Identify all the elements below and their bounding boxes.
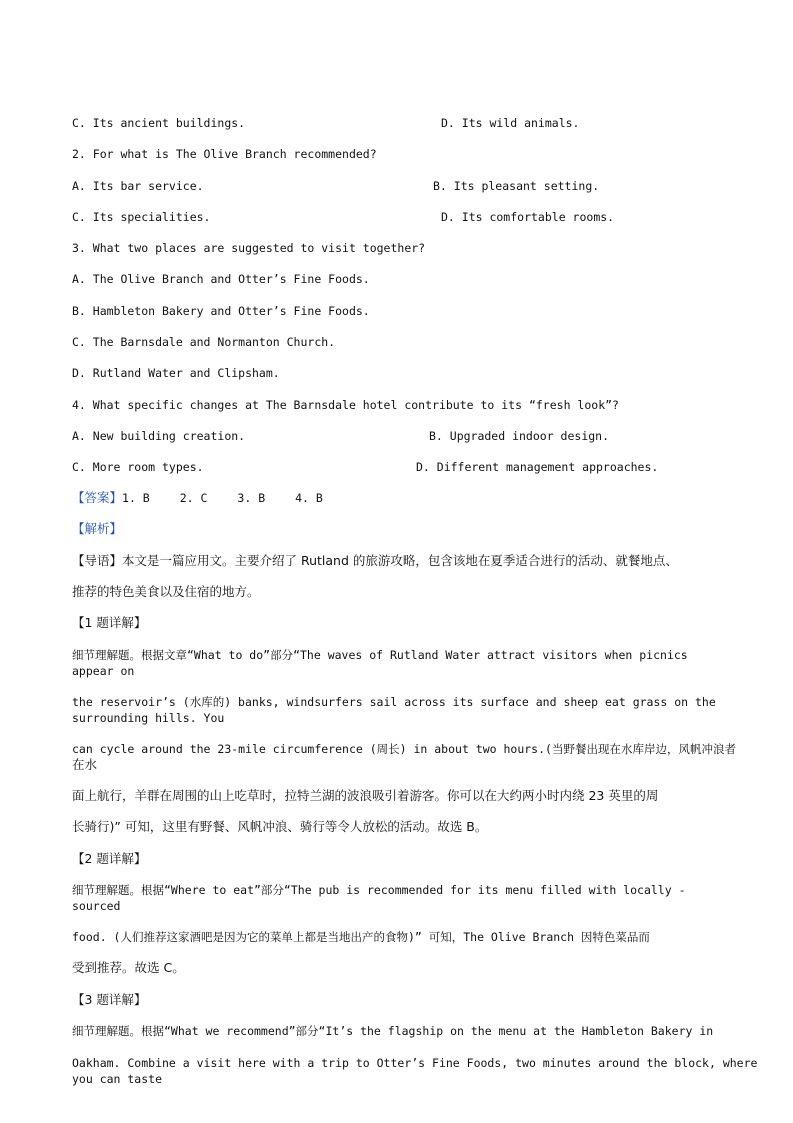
q3-stem: 3. What two places are suggested to visit together? — [72, 241, 426, 255]
q2-option-d: D. Its comfortable rooms. — [441, 210, 615, 224]
section-2-text: 细节理解题。根据“Where to eat”部分“The pub is recommended for its menu filled with locally - — [72, 883, 686, 897]
section-2-label: 【2 题详解】 — [72, 851, 147, 866]
q1-option-c: C. Its ancient buildings. — [72, 116, 246, 130]
answer-item: 2. C — [179, 491, 208, 505]
q2-stem: 2. For what is The Olive Branch recommended? — [72, 147, 377, 161]
section-1-text: can cycle around the 23-mile circumference (周长) in about two hours.(当野餐出现在水库岸边，风帆冲浪者 — [72, 742, 736, 756]
section-1-text: 长骑行)” 可知，这里有野餐、风帆冲浪、骑行等令人放松的活动。故选 B。 — [72, 819, 488, 834]
q2-option-b: B. Its pleasant setting. — [433, 179, 600, 193]
section-1-text: 在水 — [72, 757, 98, 772]
answer-item: 3. B — [237, 491, 266, 505]
answer-item: 1. B — [122, 491, 150, 505]
q4-option-d: D. Different management approaches. — [416, 460, 659, 474]
section-2-text: sourced — [72, 899, 121, 913]
q2-option-a: A. Its bar service. — [72, 179, 204, 193]
section-3-text: 细节理解题。根据“What we recommend”部分“It’s the flagship on the menu at the Hambleton Bakery in — [72, 1024, 714, 1038]
section-2-text: 受到推荐。故选 C。 — [72, 960, 185, 975]
q4-option-c: C. More room types. — [72, 460, 204, 474]
section-1-label: 【1 题详解】 — [72, 615, 147, 630]
intro-line: 推荐的特色美食以及住宿的地方。 — [72, 584, 260, 599]
answer-label: 【答案】 — [72, 490, 123, 505]
analysis-label: 【解析】 — [72, 521, 123, 536]
q3-option-b: B. Hambleton Bakery and Otter’s Fine Foods. — [72, 304, 370, 318]
q2-option-c: C. Its specialities. — [72, 210, 211, 224]
section-3-label: 【3 题详解】 — [72, 992, 147, 1007]
q3-option-c: C. The Barnsdale and Normanton Church. — [72, 335, 336, 349]
q4-option-b: B. Upgraded indoor design. — [429, 429, 610, 443]
q1-option-d: D. Its wild animals. — [441, 116, 580, 130]
q4-stem: 4. What specific changes at The Barnsdale hotel contribute to its “fresh look”? — [72, 398, 619, 412]
answer-item: 4. B — [295, 491, 323, 505]
section-1-text: the reservoir’s (水库的) banks, windsurfers sail across its surface and sheep eat grass on the — [72, 695, 716, 709]
section-1-text: appear on — [72, 664, 135, 678]
answer-line — [72, 490, 773, 506]
section-1-text: surrounding hills. You — [72, 711, 225, 725]
q4-option-a: A. New building creation. — [72, 429, 246, 443]
section-1-text: 面上航行，羊群在周围的山上吃草时，拉特兰湖的波浪吸引着游客。你可以在大约两小时内绕 23 英里的周 — [72, 788, 659, 803]
q3-option-d: D. Rutland Water and Clipsham. — [72, 366, 280, 380]
section-3-text: Oakham. Combine a visit here with a trip to Otter’s Fine Foods, two minutes around the block, where — [72, 1056, 758, 1070]
q3-option-a: A. The Olive Branch and Otter’s Fine Foods. — [72, 272, 370, 286]
section-3-text: you can taste — [72, 1072, 163, 1086]
intro-line: 【导语】本文是一篇应用文。主要介绍了 Rutland 的旅游攻略，包含该地在夏季适合进行的活动、就餐地点、 — [72, 553, 678, 568]
section-1-text: 细节理解题。根据文章“What to do”部分“The waves of Rutland Water attract visitors when picnics — [72, 648, 688, 662]
section-2-text: food. (人们推荐这家酒吧是因为它的菜单上都是当地出产的食物)” 可知，The Olive Branch 因特色菜品而 — [72, 930, 650, 944]
